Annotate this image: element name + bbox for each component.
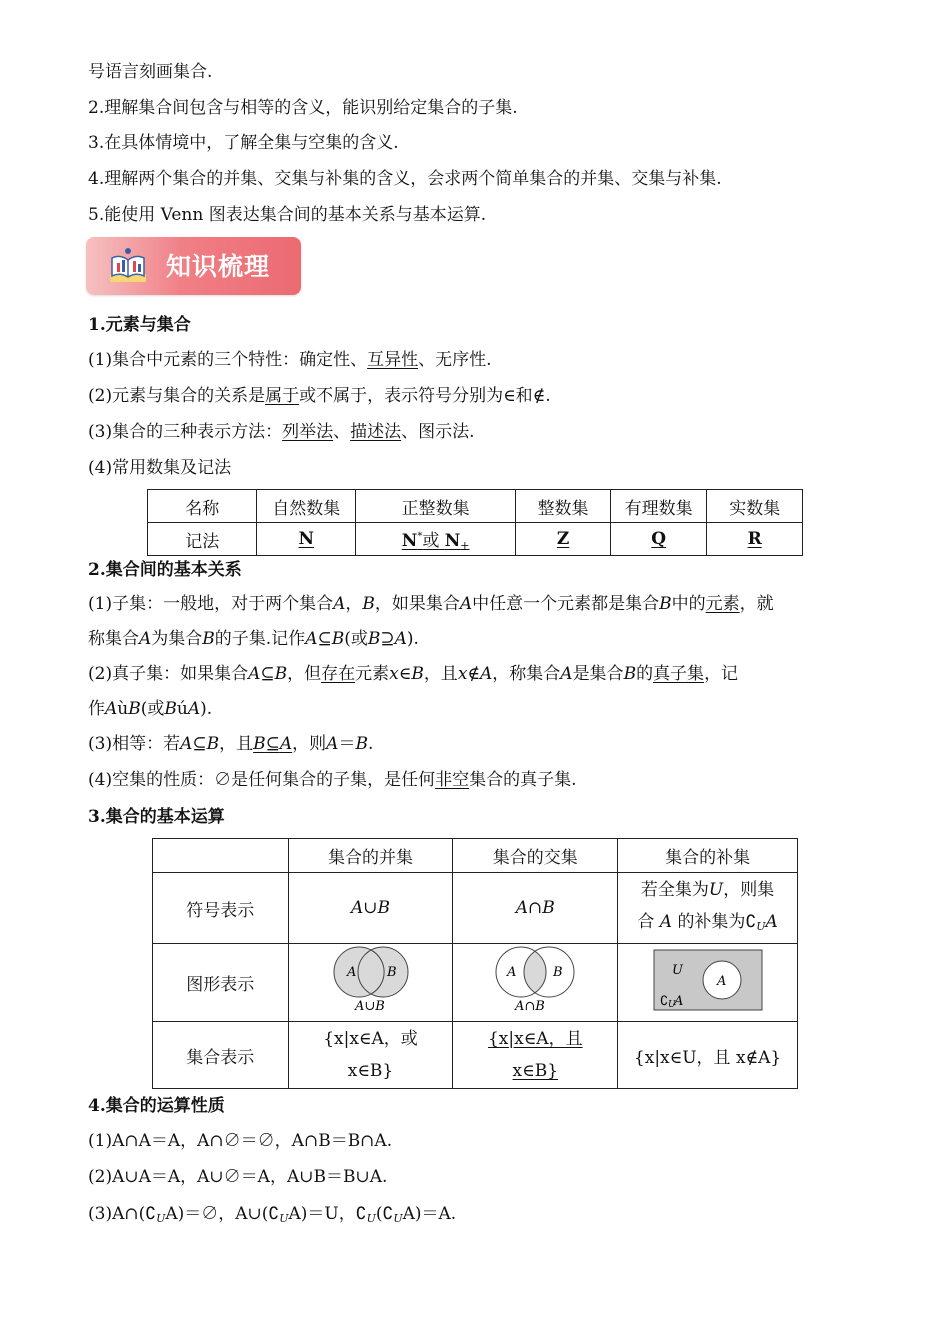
set-operations-table <box>152 838 798 1089</box>
s2-p1-line1: (1)子集：一般地，对于两个集合A，B，如果集合A中任意一个元素都是集合B中的元素，就 <box>88 594 774 614</box>
venn-label-u: U <box>671 963 683 978</box>
s4-l1: (1)A∩A＝A，A∩∅＝∅，A∩B＝B∩A. <box>88 1131 393 1151</box>
venn-comp-sub: U <box>667 1000 676 1010</box>
table-cell: R <box>707 523 803 556</box>
s4-l2: (2)A∪A＝A，A∪∅＝A，A∪B＝B∪A. <box>88 1167 388 1187</box>
answer-blank: 非空 <box>435 770 470 790</box>
s4-heading: 4.集合的运算性质 <box>88 1096 225 1116</box>
answer-blank: 描述法 <box>350 422 402 442</box>
venn-label-a: A <box>716 974 726 989</box>
intro-line-4: 4.理解两个集合的并集、交集与补集的含义，会求两个简单集合的并集、交集与补集. <box>88 169 722 189</box>
table-row-label: 图形表示 <box>153 944 289 1022</box>
intro-line-3: 3.在具体情境中，了解全集与空集的含义. <box>88 133 399 153</box>
answer-blank: B⊆A <box>253 734 293 754</box>
book-icon <box>106 244 150 288</box>
answer-blank: 真子集 <box>653 664 705 684</box>
table-header: 正整数集 <box>356 490 516 523</box>
s2-heading: 2.集合间的基本关系 <box>88 560 242 580</box>
table-row-label: 记法 <box>148 523 257 556</box>
venn-complement-diagram <box>652 947 764 1013</box>
answer-blank: 互异性 <box>367 350 419 370</box>
s2-p4: (4)空集的性质：∅是任何集合的子集，是任何非空集合的真子集. <box>88 770 577 790</box>
table-cell <box>288 944 453 1022</box>
s1-p4: (4)常用数集及记法 <box>88 458 232 478</box>
table-cell: 若全集为U，则集 合 A 的补集为$∁_UA$ <box>618 873 798 944</box>
answer-blank: 列举法 <box>282 422 334 442</box>
table-cell: N*或 $N_+$ <box>356 523 516 556</box>
s1-p1: (1)集合中元素的三个特性：确定性、互异性、无序性. <box>88 350 492 370</box>
table-header: 整数集 <box>516 490 611 523</box>
table-cell <box>453 944 618 1022</box>
venn-intersection-diagram <box>485 944 585 1016</box>
table-cell: {x|x∈A，且 x∈B} <box>453 1022 618 1089</box>
section-banner <box>86 237 301 295</box>
intro-line-2: 2.理解集合间包含与相等的含义，能识别给定集合的子集. <box>88 98 518 118</box>
table-cell: {x|x∈A，或 x∈B} <box>288 1022 453 1089</box>
table-header: 集合的补集 <box>618 839 798 873</box>
s1-p2: (2)元素与集合的关系是属于或不属于，表示符号分别为∈和∉. <box>88 386 551 406</box>
venn-caption: A∪B <box>354 999 385 1014</box>
table-header: 集合的交集 <box>453 839 618 873</box>
s1-heading: 1.元素与集合 <box>88 315 191 335</box>
table-cell: Z <box>516 523 611 556</box>
venn-union-diagram <box>321 944 421 1016</box>
table-cell: {x|x∈U，且 x∉A} <box>618 1022 798 1089</box>
table-cell: A∩B <box>453 873 618 944</box>
s2-p2-line2: 作AùB(或BúA). <box>88 699 213 719</box>
s3-heading: 3.集合的基本运算 <box>88 807 225 827</box>
answer-blank: 属于 <box>265 386 300 406</box>
venn-label-b: B <box>386 965 397 980</box>
table-header: 集合的并集 <box>288 839 453 873</box>
venn-comp-symbol: ∁ <box>659 994 668 1009</box>
venn-label-b: B <box>553 965 563 980</box>
table-header: 实数集 <box>707 490 803 523</box>
intro-line-1: 号语言刻画集合. <box>88 62 213 82</box>
table-header <box>153 839 289 873</box>
s4-l3: $(3)A\cap(∁_UA)=\emptyset$，$A\cup(∁_UA)=U$，$∁_U(∁_UA)=A$. <box>88 1204 457 1225</box>
table-cell: Q <box>610 523 707 556</box>
table-cell: N <box>257 523 356 556</box>
answer-blank: 存在 <box>321 664 356 684</box>
table-header: 自然数集 <box>257 490 356 523</box>
intro-line-5: 5.能使用 Venn 图表达集合间的基本关系与基本运算. <box>88 205 487 225</box>
table-row-label: 符号表示 <box>153 873 289 944</box>
table-header: 有理数集 <box>610 490 707 523</box>
s1-p3: (3)集合的三种表示方法：列举法、描述法、图示法. <box>88 422 475 442</box>
venn-comp-a: A <box>673 994 683 1009</box>
s2-p1-line2: 称集合A为集合B的子集.记作A⊆B(或B⊇A). <box>88 629 419 649</box>
table-row-label: 集合表示 <box>153 1022 289 1089</box>
venn-caption: A∩B <box>515 999 546 1014</box>
venn-label-a: A <box>346 965 356 980</box>
venn-label-a: A <box>507 965 517 980</box>
table-cell: A∪B <box>288 873 453 944</box>
s2-p3: (3)相等：若A⊆B，且B⊆A，则A＝B. <box>88 734 374 754</box>
table-cell <box>618 944 798 1022</box>
banner-title: 知识梳理 <box>166 252 271 281</box>
number-sets-table <box>147 489 803 556</box>
answer-blank: 元素 <box>705 594 740 614</box>
s2-p2-line1: (2)真子集：如果集合A⊆B，但存在元素x∈B，且x∉A，称集合A是集合B的真子集，记 <box>88 664 739 684</box>
table-header: 名称 <box>148 490 257 523</box>
